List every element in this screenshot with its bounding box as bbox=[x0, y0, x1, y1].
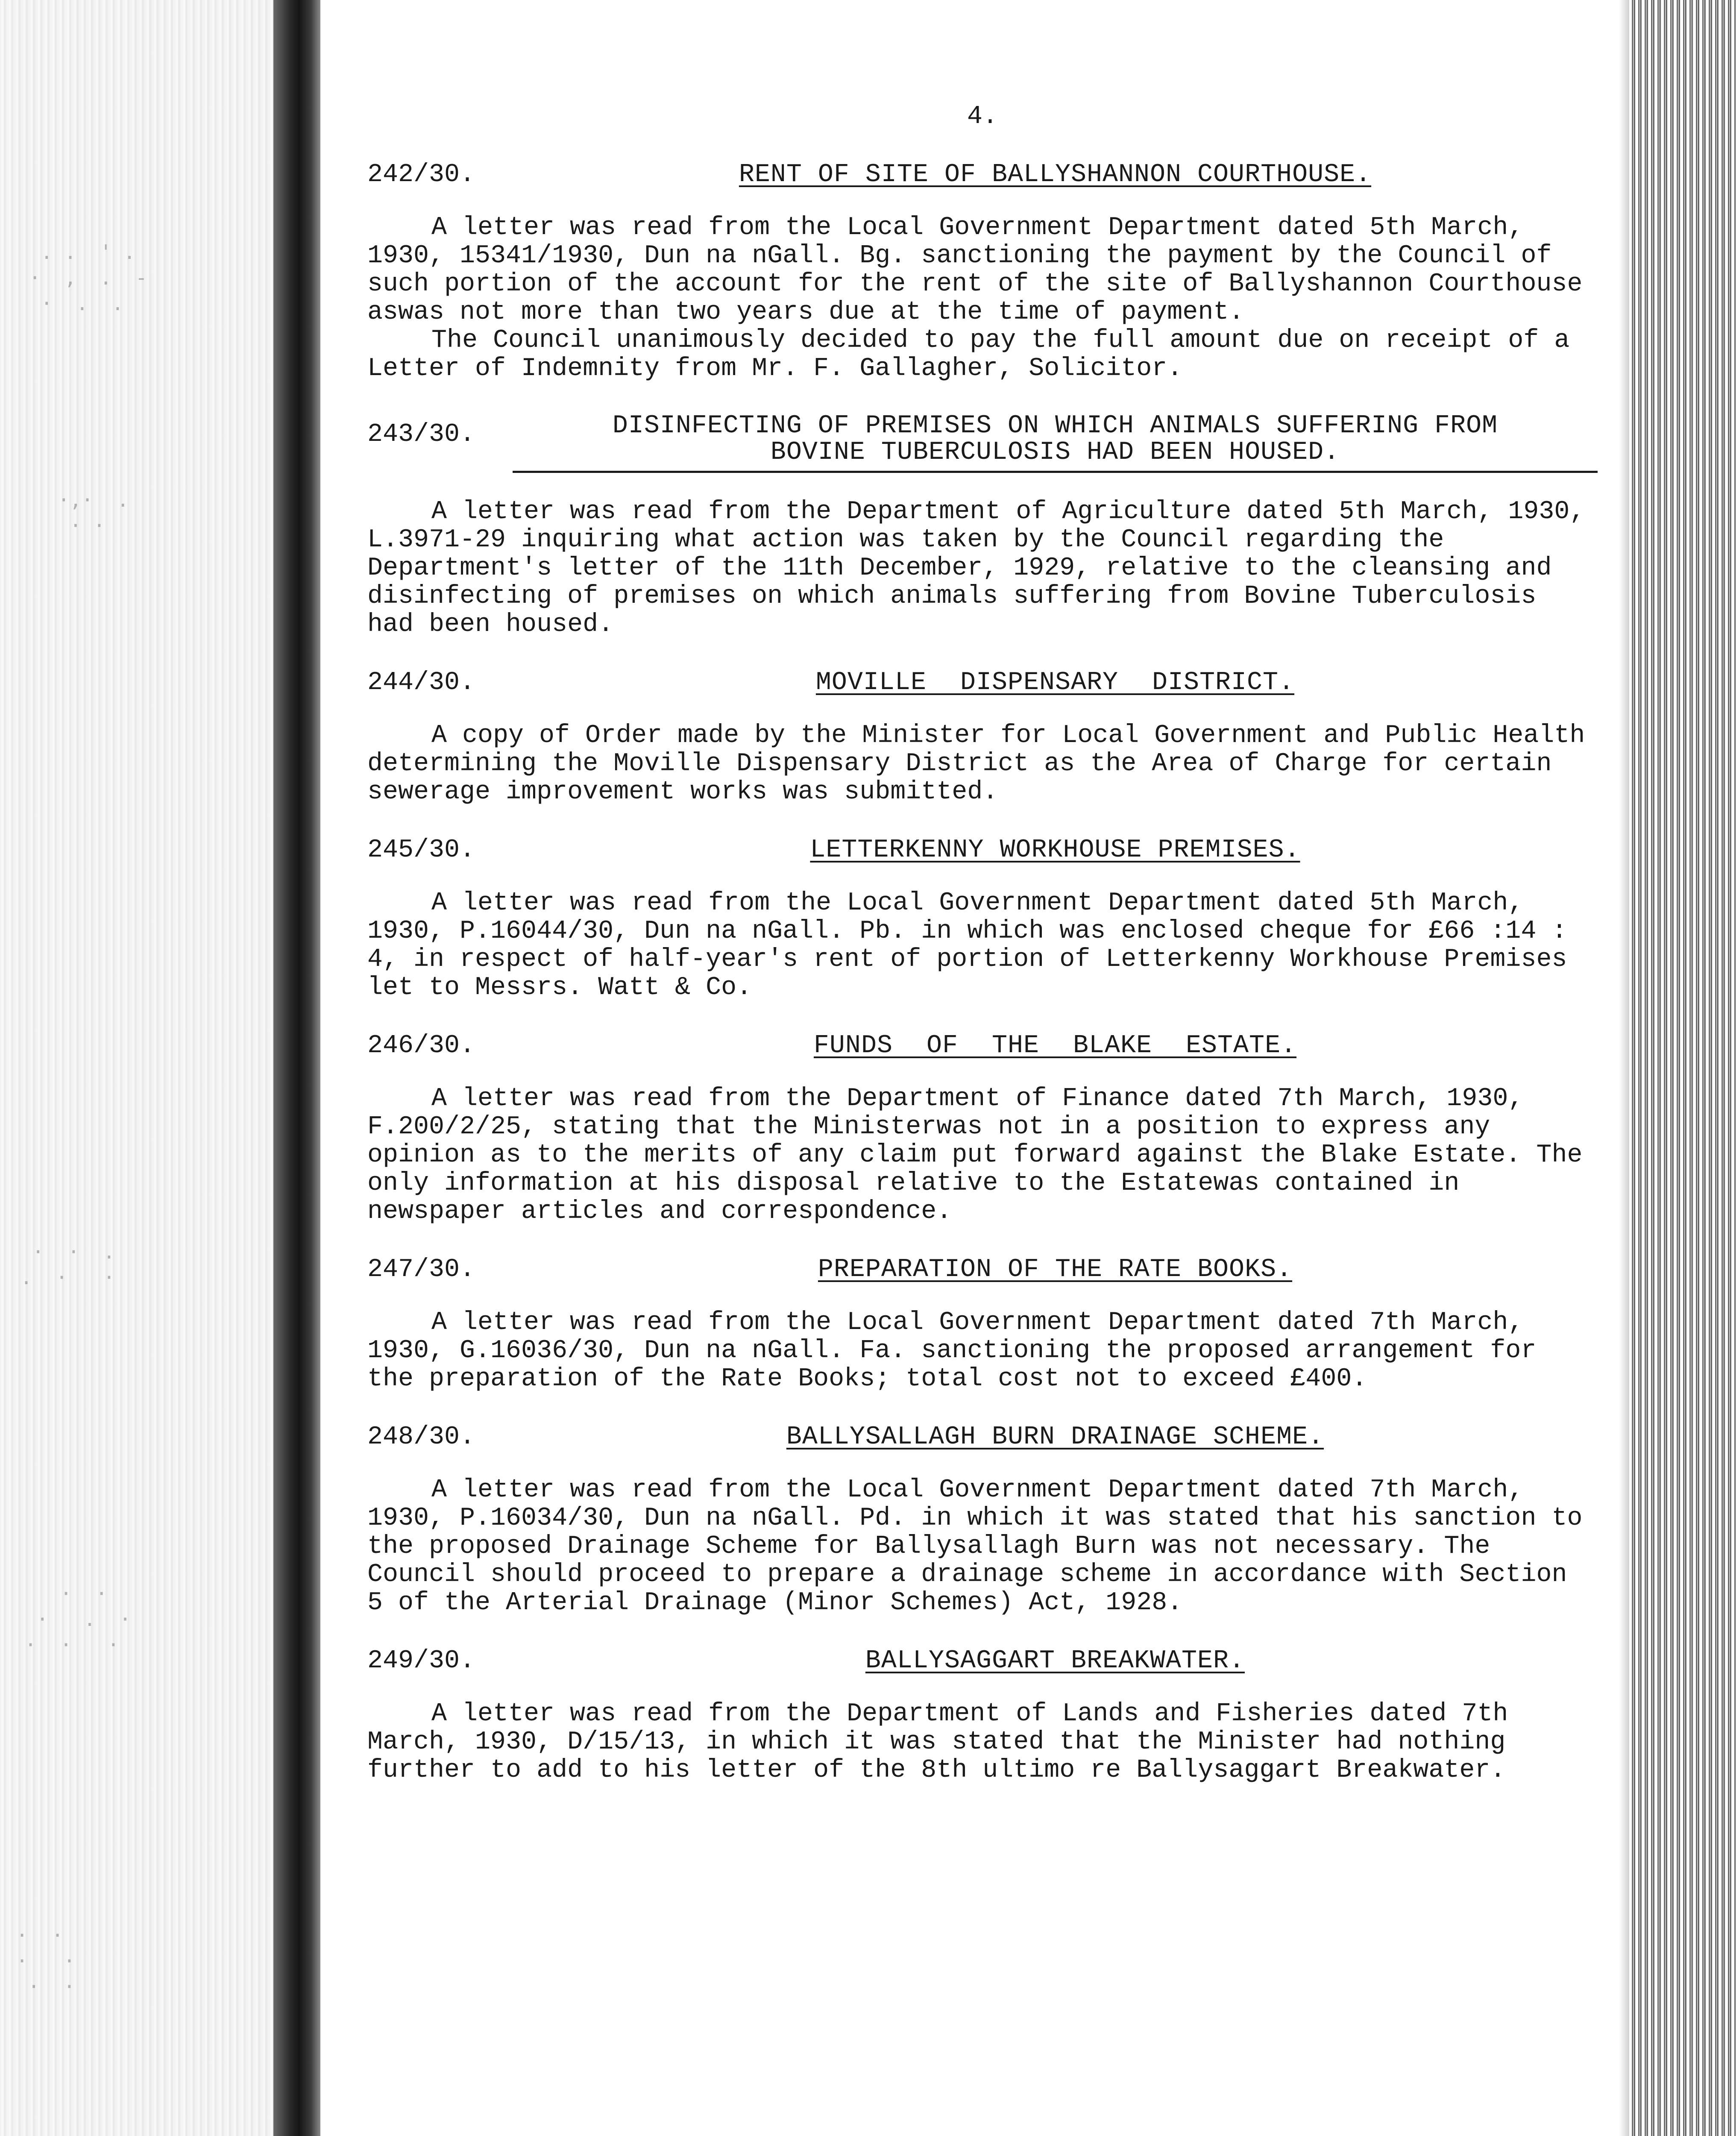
minutes-page bbox=[367, 85, 1598, 1814]
bleed-text-mark: ·,· . · · bbox=[58, 488, 129, 537]
item-number: 244/30. bbox=[367, 668, 475, 697]
item-title: MOVILLE DISPENSARY DISTRICT. bbox=[815, 668, 1295, 697]
item-title-line: DISINFECTING OF PREMISES ON WHICH ANIMALS SUFFERING FROM bbox=[612, 411, 1498, 440]
item-heading bbox=[367, 1647, 1598, 1675]
item-heading bbox=[367, 1256, 1598, 1284]
minute-item bbox=[367, 1032, 1598, 1226]
item-paragraph: A copy of Order made by the Minister for Local Government and Public Health determining the Moville Dispensary District as the Area of Charge for certain sewerage improvement works was submitted. bbox=[367, 721, 1585, 807]
item-heading bbox=[367, 1423, 1598, 1451]
page-number: 4. bbox=[967, 102, 998, 131]
item-number: 249/30. bbox=[367, 1646, 475, 1675]
minute-item bbox=[367, 1423, 1598, 1617]
item-title: FUNDS OF THE BLAKE ESTATE. bbox=[813, 1031, 1297, 1060]
item-paragraph: A letter was read from the Local Government Department dated 7th March, 1930, P.16034/30, Dun na nGall. Pd. in which it was stated that his sanction to the proposed Drainage Scheme for Ballysallagh Burn was not necessary. The Council should proceed to prepare a drainage scheme in accordance with Section 5 of the Arterial Drainage (Minor Schemes) Act, 1928. bbox=[367, 1476, 1583, 1617]
minute-item bbox=[367, 669, 1598, 806]
bleed-text-mark: · · · . · · · · bbox=[24, 1582, 131, 1656]
item-number: 248/30. bbox=[367, 1423, 475, 1452]
item-title: RENT OF SITE OF BALLYSHANNON COURTHOUSE. bbox=[739, 160, 1372, 189]
item-paragraph: A letter was read from the Department of Agriculture dated 5th March, 1930, L.3971-29 inquiring what action was taken by the Council regarding the Department's letter of the 11th December, 1929, relative to the cleansing and disinfecting of premises on which animals suffering from Bovine Tuberculosis had been housed. bbox=[367, 497, 1585, 639]
item-number: 246/30. bbox=[367, 1031, 475, 1060]
item-number: 243/30. bbox=[367, 420, 475, 449]
minute-item bbox=[367, 1647, 1598, 1784]
item-title: LETTERKENNY WORKHOUSE PREMISES. bbox=[810, 836, 1300, 865]
bleed-text-mark: · · · · · · bbox=[16, 1924, 76, 1998]
item-paragraph: A letter was read from the Local Government Department dated 5th March, 1930, P.16044/30, Dun na nGall. Pb. in which was enclosed cheque for £66 :14 : 4, in respect of half-year's rent of portion of Letterkenny Workhouse Premises let to Messrs. Watt & Co. bbox=[367, 889, 1567, 1002]
item-title: BALLYSALLAGH BURN DRAINAGE SCHEME. bbox=[786, 1423, 1324, 1452]
item-title: BALLYSAGGART BREAKWATER. bbox=[865, 1646, 1245, 1675]
item-paragraph: The Council unanimously decided to pay the full amount due on receipt of a Letter of Indemnity from Mr. F. Gallagher, Solicitor. bbox=[367, 326, 1570, 383]
item-title: PREPARATION OF THE RATE BOOKS. bbox=[818, 1255, 1293, 1284]
item-number: 245/30. bbox=[367, 836, 475, 865]
item-paragraph: A letter was read from the Department of Lands and Fisheries dated 7th March, 1930, D/15/13, in which it was stated that the Minister had nothing further to add to his letter of the 8th ultimo re Ballysaggart Breakwater. bbox=[367, 1699, 1508, 1785]
item-paragraph: A letter was read from the Department of Finance dated 7th March, 1930, F.200/2/25, stating that the Ministerwas not in a position to express any opinion as to the merits of any claim put forward against the Blake Estate. The only information at his disposal relative to the Estatewas contained in newspaper articles and correspondence. bbox=[367, 1084, 1583, 1226]
minute-item bbox=[367, 836, 1598, 1002]
item-number: 242/30. bbox=[367, 160, 475, 189]
item-title bbox=[513, 413, 1598, 473]
item-title-line: BOVINE TUBERCULOSIS HAD BEEN HOUSED. bbox=[513, 439, 1598, 473]
item-number: 247/30. bbox=[367, 1255, 475, 1284]
item-heading bbox=[367, 669, 1598, 697]
bleed-text-mark: . . ' . · , . - · . . bbox=[29, 241, 147, 315]
item-heading bbox=[367, 836, 1598, 864]
minute-item bbox=[367, 161, 1598, 383]
adjacent-page-bleed bbox=[0, 0, 273, 2136]
item-paragraph: A letter was read from the Local Government Department dated 5th March, 1930, 15341/1930, Dun na nGall. Bg. sanctioning the payment by the Council of such portion of the account for the rent of the site of Ballyshannon Courthouse aswas not more than two years due at the time of payment. bbox=[367, 213, 1583, 327]
page-edge-shadow bbox=[1619, 0, 1629, 2136]
page-edge-stack bbox=[1629, 0, 1736, 2136]
minute-item bbox=[367, 413, 1598, 639]
item-heading bbox=[367, 413, 1598, 473]
item-heading bbox=[367, 1032, 1598, 1060]
binding-gutter bbox=[273, 0, 320, 2136]
bleed-text-mark: · · . . · · bbox=[20, 1240, 115, 1289]
minute-item bbox=[367, 1256, 1598, 1393]
item-heading bbox=[367, 161, 1598, 189]
item-paragraph: A letter was read from the Local Government Department dated 7th March, 1930, G.16036/30, Dun na nGall. Fa. sanctioning the proposed arrangement for the preparation of the Rate Books; total cost not to exceed £400. bbox=[367, 1308, 1537, 1394]
